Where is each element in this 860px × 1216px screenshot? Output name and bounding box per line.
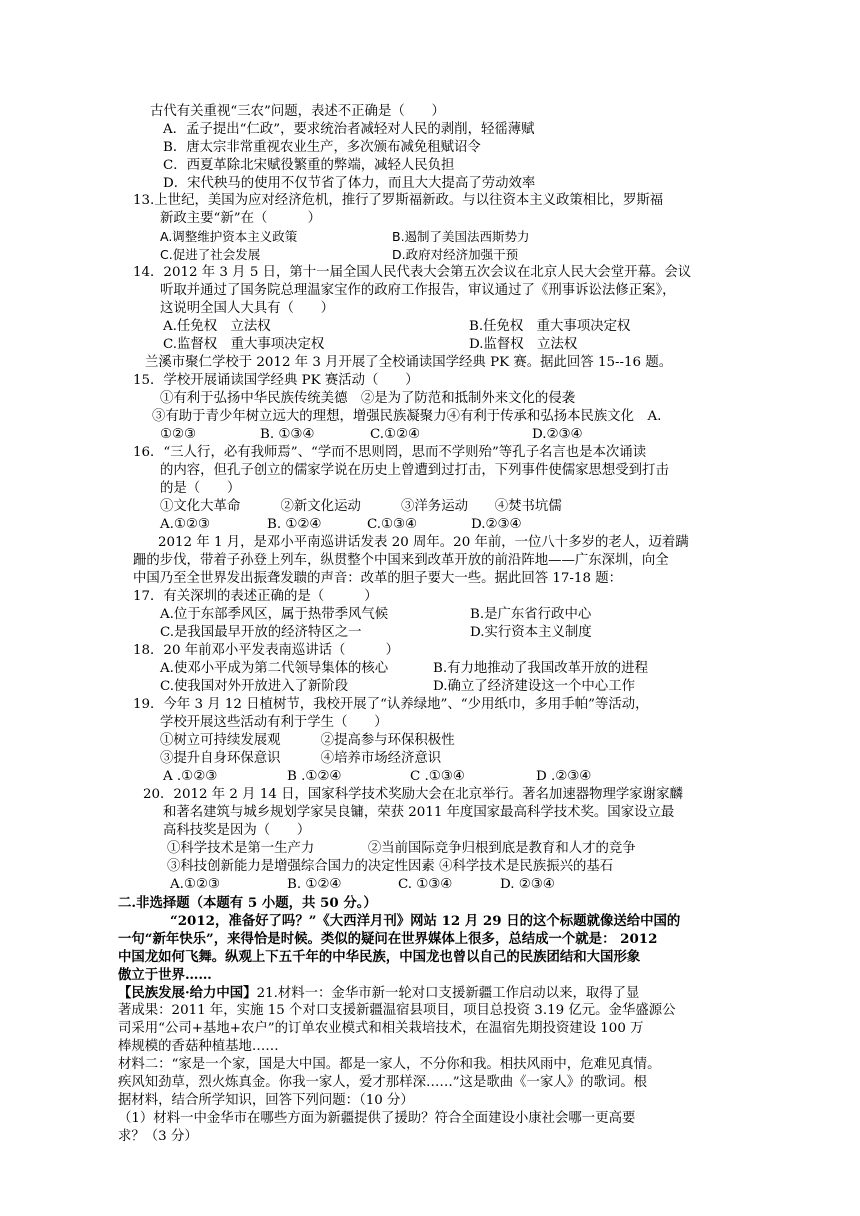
q21-tag: 【民族发展·给力中国】 <box>118 985 257 1001</box>
q17-option-b: B.是广东省行政中心 <box>470 607 592 622</box>
intro-15-16: 兰溪市聚仁学校于 2012 年 3 月开展了全校诵读国学经典 PK 赛。据此回答 15--16 题。 <box>145 355 673 370</box>
q15-option-d: D.②③④ <box>532 427 583 442</box>
q19-stem-line1: 19．今年 3 月 12 日植树节，我校开展了“认养绿地”、“少用纸巾，多用手帕”等活动， <box>133 697 649 712</box>
q19-items-line2: ③提升自身环保意识 ④培养市场经济意识 <box>160 751 442 766</box>
q19-items-line1: ①树立可持续发展观 ②提高参与环保积极性 <box>160 733 455 748</box>
q12-stem: 古代有关重视“三农”问题，表述不正确是（ ） <box>150 104 445 119</box>
q21-material1-line2: 著成果：2011 年，实施 15 个对口支援新疆温宿县项目，项目总投资 3.19 亿元。金华盛源公 <box>118 1003 676 1018</box>
intro-17-18-line1: 2012 年 1 月，是邓小平南巡讲话发表 20 周年。20 年前，一位八十多岁的老人，迈着蹒 <box>158 535 689 550</box>
section-intro-line2: 一句“新年快乐”，来得恰是时候。类似的疑问在世界媒体上很多，总结成一个就是： 2012 <box>118 931 658 947</box>
q16-option-c: C.①③④ <box>367 517 418 532</box>
q21-material2-line3: 据材料，结合所学知识，回答下列问题：（10 分） <box>118 1093 414 1108</box>
q12-option-b: B．唐太宗非常重视农业生产，多次颁布减免租赋诏令 <box>163 140 481 155</box>
q12-option-c: C．西夏革除北宋赋役繁重的弊端，减轻人民负担 <box>163 158 455 173</box>
q17-stem: 17．有关深圳的表述正确的是（ ） <box>133 589 378 604</box>
q18-option-c: C.使我国对外开放进入了新阶段 <box>160 679 349 694</box>
q18-option-b: B.有力地推动了我国改革开放的进程 <box>433 661 648 676</box>
q16-option-d: D.②③④ <box>471 517 522 532</box>
q21-part1-line2: 求？（3 分） <box>118 1129 198 1144</box>
q21-material2-line2: 疾风知劲草，烈火炼真金。你我一家人，爱才那样深……”这是歌曲《一家人》的歌词。根 <box>118 1075 648 1090</box>
q19-option-c: C .①③④ <box>410 769 465 784</box>
q14-option-b: B.任免权 重大事项决定权 <box>469 319 631 334</box>
q19-option-a: A .①②③ <box>163 769 218 784</box>
q20-stem-line1: 20．2012 年 2 月 14 日，国家科学技术奖励大会在北京举行。著名加速器物理学家谢家麟 <box>143 787 683 802</box>
q16-stem-line3: 的是（ ） <box>160 481 241 496</box>
q15-stem: 15．学校开展诵读国学经典 PK 赛活动（ ） <box>133 373 419 388</box>
q19-option-d: D .②③④ <box>536 769 592 784</box>
q20-items-line2: ③科技创新能力是增强综合国力的决定性因素 ④科学技术是民族振兴的基石 <box>167 859 614 874</box>
q12-option-a: A．孟子提出“仁政”，要求统治者减轻对人民的剥削，轻徭薄赋 <box>163 122 535 137</box>
q20-option-c: C. ①③④ <box>398 877 453 892</box>
q13-option-a: A.调整维护资本主义政策 <box>160 229 298 244</box>
q19-option-b: B .①②④ <box>287 769 342 784</box>
q17-option-a: A.位于东部季风区，属于热带季风气候 <box>160 607 389 622</box>
q14-stem-line2: 听取并通过了国务院总理温家宝作的政府工作报告，审议通过了《刑事诉讼法修正案》， <box>160 283 676 298</box>
q18-stem: 18．20 年前邓小平发表南巡讲话（ ） <box>133 643 399 658</box>
q16-items: ①文化大革命 ②新文化运动 ③洋务运动 ④焚书坑儒 <box>160 499 562 514</box>
q20-option-a: A.①②③ <box>170 877 220 892</box>
q14-option-a: A.任免权 立法权 <box>163 319 271 334</box>
q16-option-b: B. ①②④ <box>267 517 322 532</box>
q13-stem-line1: 13.上世纪，美国为应对经济危机，推行了罗斯福新政。与以往资本主义政策相比，罗斯福 <box>133 193 664 208</box>
q15-option-a: ①②③ <box>160 427 197 442</box>
q17-option-d: D.实行资本主义制度 <box>470 625 592 640</box>
q20-stem-line3: 高科技奖是因为（ ） <box>163 823 311 838</box>
q16-option-a: A.①②③ <box>160 517 210 532</box>
intro-17-18-line3: 中国乃至全世界发出振聋发聩的声音：改革的胆子要大一些。据此回答 17-18 题： <box>133 571 623 586</box>
q20-items-line1: ①科学技术是第一生产力 ②当前国际竞争归根到底是教育和人才的竞争 <box>167 841 636 856</box>
q21-material2-line1: 材料二：“家是一个家，国是大中国。都是一家人，不分你和我。相扶风雨中，危难见真情。 <box>118 1057 661 1072</box>
section-intro-line1: “2012，准备好了吗？”《大西洋月刊》网站 12 月 29 日的这个标题就像送给中国的 <box>170 913 681 929</box>
q12-option-d: D．宋代秧马的使用不仅节省了体力，而且大大提高了劳动效率 <box>163 176 536 191</box>
q20-option-b: B. ①②④ <box>287 877 342 892</box>
intro-17-18-line2: 跚的步伐，带着子孙登上列车，纵贯整个中国来到改革开放的前沿阵地——广东深圳，向全 <box>133 553 669 568</box>
q15-option-c: C.①②④ <box>370 427 421 442</box>
q21-material1-line1: 21.材料一：金华市新一轮对口支援新疆工作启动以来，取得了显 <box>256 986 640 1001</box>
section-intro-line4: 傲立于世界…… <box>118 967 212 983</box>
q16-stem-line2: 的内容，但孔子创立的儒家学说在历史上曾遭到过打击，下列事件使儒家思想受到打击 <box>160 463 669 478</box>
q14-option-c: C.监督权 重大事项决定权 <box>163 337 325 352</box>
q16-stem-line1: 16．“三人行，必有我师焉”、“学而不思则罔，思而不学则殆”等孔子名言也是本次诵读 <box>133 445 647 460</box>
section-title: 二.非选择题（本题有 5 小题，共 50 分。） <box>118 895 377 911</box>
q21-part1-line1: （1）材料一中金华市在哪些方面为新疆提供了援助？符合全面建设小康社会哪一更高要 <box>118 1111 636 1126</box>
q20-stem-line2: 和著名建筑与城乡规划学家吴良镛，荣获 2011 年度国家最高科学技术奖。国家设立最 <box>163 805 675 820</box>
q14-option-d: D.监督权 立法权 <box>469 337 578 352</box>
section-intro-line3: 中国龙如何飞舞。纵观上下五千年的中华民族，中国龙也曾以自己的民族团结和大国形象 <box>118 949 641 965</box>
q13-option-b: B.遏制了美国法西斯势力 <box>392 229 530 244</box>
q14-stem-line3: 这说明全国人大具有（ ） <box>160 301 335 316</box>
q14-stem-line1: 14．2012 年 3 月 5 日，第十一届全国人民代表大会第五次会议在北京人民大会堂开幕。会议 <box>133 265 692 280</box>
q21-material1-line3: 司采用“公司+基地+农户”的订单农业模式和相关栽培技术，在温宿先期投资建设 100 万 <box>118 1021 644 1036</box>
q15-items-line2: ③有助于青少年树立远大的理想，增强民族凝聚力④有利于传承和弘扬本民族文化 A. <box>152 409 662 424</box>
q13-stem-line2: 新政主要“新”在（ ） <box>160 211 321 226</box>
q21-line1 <box>118 984 639 1003</box>
q18-option-a: A.使邓小平成为第二代领导集体的核心 <box>160 661 389 676</box>
q19-stem-line2: 学校开展这些活动有利于学生（ ） <box>160 715 388 730</box>
q17-option-c: C.是我国最早开放的经济特区之一 <box>160 625 362 640</box>
q18-option-d: D.确立了经济建设这一个中心工作 <box>433 679 635 694</box>
q13-option-c: C.促进了社会发展 <box>160 247 261 262</box>
q21-material1-line4: 棒规模的香菇种植基地…… <box>118 1039 279 1054</box>
q13-option-d: D.政府对经济加强干预 <box>392 247 519 262</box>
q20-option-d: D. ②③④ <box>500 877 555 892</box>
q15-items-line1: ①有利于弘扬中华民族传统美德 ②是为了防范和抵制外来文化的侵袭 <box>160 391 576 406</box>
q15-option-b: B. ①③④ <box>260 427 315 442</box>
